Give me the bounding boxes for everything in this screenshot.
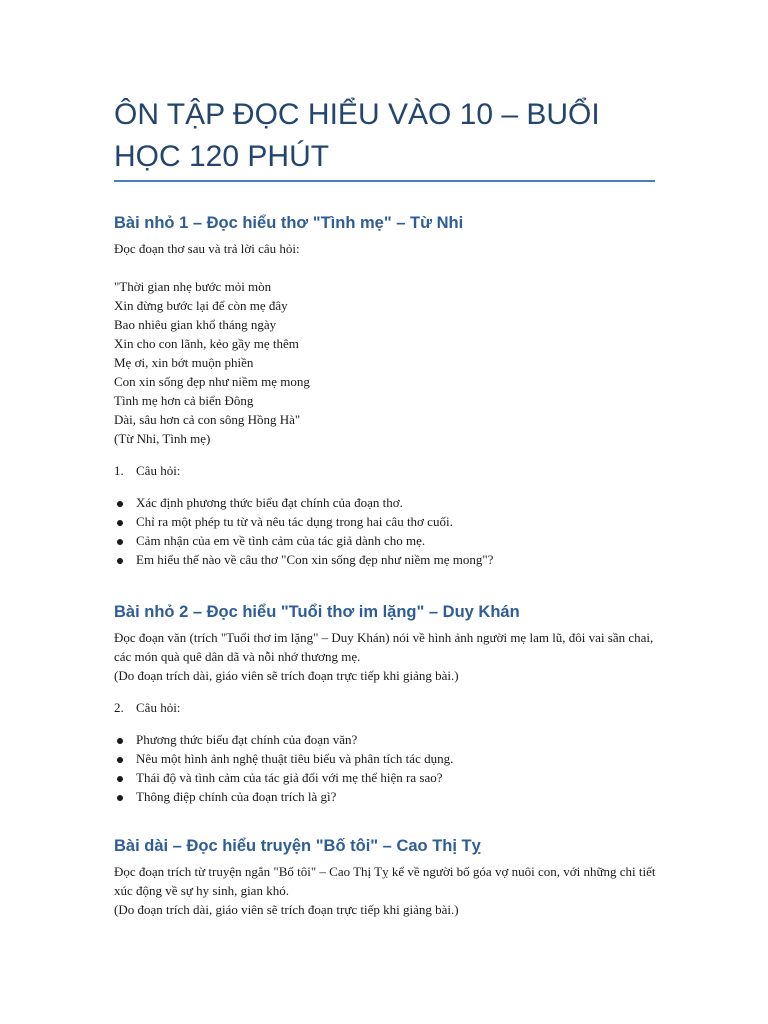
question-number: 1. (114, 463, 124, 478)
question-list (114, 493, 659, 569)
section-3 (114, 835, 659, 919)
poem-line: Dài, sâu hơn cả con sông Hồng Hà" (114, 412, 301, 427)
section-1 (114, 212, 659, 569)
page-title: ÔN TẬP ĐỌC HIỂU VÀO 10 – BUỔI HỌC 120 PHÚT (114, 98, 600, 173)
section-heading: Bài dài – Đọc hiểu truyện "Bố tôi" – Cao Thị Tỵ (114, 837, 481, 855)
section-heading: Bài nhỏ 2 – Đọc hiểu "Tuổi thơ im lặng" – Duy Khán (114, 603, 520, 621)
bullet-icon (117, 539, 123, 545)
list-item: Xác định phương thức biểu đạt chính của đoạn thơ. (114, 493, 659, 512)
section-2 (114, 601, 659, 806)
question-label: Câu hỏi: (136, 463, 181, 478)
list-item: Thái độ và tình cảm của tác giả đối với mẹ thể hiện ra sao? (114, 768, 659, 787)
section-note: (Do đoạn trích dài, giáo viên sẽ trích đoạn trực tiếp khi giảng bài.) (114, 902, 459, 917)
poem-line: Tình mẹ hơn cả biển Đông (114, 393, 254, 408)
poem (114, 277, 659, 448)
question-number: 2. (114, 700, 124, 715)
title-underline (114, 180, 655, 182)
poem-line: Con xin sống đẹp như niềm mẹ mong (114, 374, 310, 389)
bullet-icon (117, 501, 123, 507)
poem-line: Xin đừng bước lại để còn mẹ đây (114, 298, 288, 313)
section-intro: Đọc đoạn văn (trích "Tuổi thơ im lặng" – Duy Khán) nói về hình ảnh người mẹ lam lũ, đôi vai sần chai, các món quà quê dân dã và nỗi nhớ thương mẹ. (114, 630, 654, 664)
bullet-icon (117, 738, 123, 744)
poem-line: "Thời gian nhẹ bước mỏi mòn (114, 279, 272, 294)
bullet-icon (117, 776, 123, 782)
question-list (114, 730, 659, 806)
section-intro: Đọc đoạn thơ sau và trả lời câu hỏi: (114, 241, 300, 256)
section-heading: Bài nhỏ 1 – Đọc hiểu thơ "Tình mẹ" – Từ Nhi (114, 214, 464, 232)
list-item: Chỉ ra một phép tu từ và nêu tác dụng trong hai câu thơ cuối. (114, 512, 659, 531)
poem-line: Xin cho con lãnh, kẻo gầy mẹ thêm (114, 336, 299, 351)
section-note: (Do đoạn trích dài, giáo viên sẽ trích đoạn trực tiếp khi giảng bài.) (114, 668, 459, 683)
list-item: Em hiểu thế nào về câu thơ "Con xin sống đẹp như niềm mẹ mong"? (114, 550, 659, 569)
bullet-icon (117, 558, 123, 564)
question-label: Câu hỏi: (136, 700, 181, 715)
bullet-icon (117, 757, 123, 763)
question-heading (114, 461, 659, 480)
question-heading (114, 698, 659, 717)
list-item: Phương thức biểu đạt chính của đoạn văn? (114, 730, 659, 749)
bullet-icon (117, 795, 123, 801)
bullet-icon (117, 520, 123, 526)
list-item: Nêu một hình ảnh nghệ thuật tiêu biểu và phân tích tác dụng. (114, 749, 659, 768)
poem-line: Mẹ ơi, xin bớt muộn phiền (114, 355, 254, 370)
poem-source: (Từ Nhi, Tình mẹ) (114, 431, 211, 446)
poem-line: Bao nhiêu gian khổ tháng ngày (114, 317, 277, 332)
list-item: Cảm nhận của em về tình cảm của tác giả dành cho mẹ. (114, 531, 659, 550)
section-intro: Đọc đoạn trích từ truyện ngắn "Bố tôi" – Cao Thị Tỵ kể về người bố góa vợ nuôi con, với những chi tiết xúc động về sự hy sinh, gian khó. (114, 864, 656, 898)
list-item: Thông điệp chính của đoạn trích là gì? (114, 787, 659, 806)
